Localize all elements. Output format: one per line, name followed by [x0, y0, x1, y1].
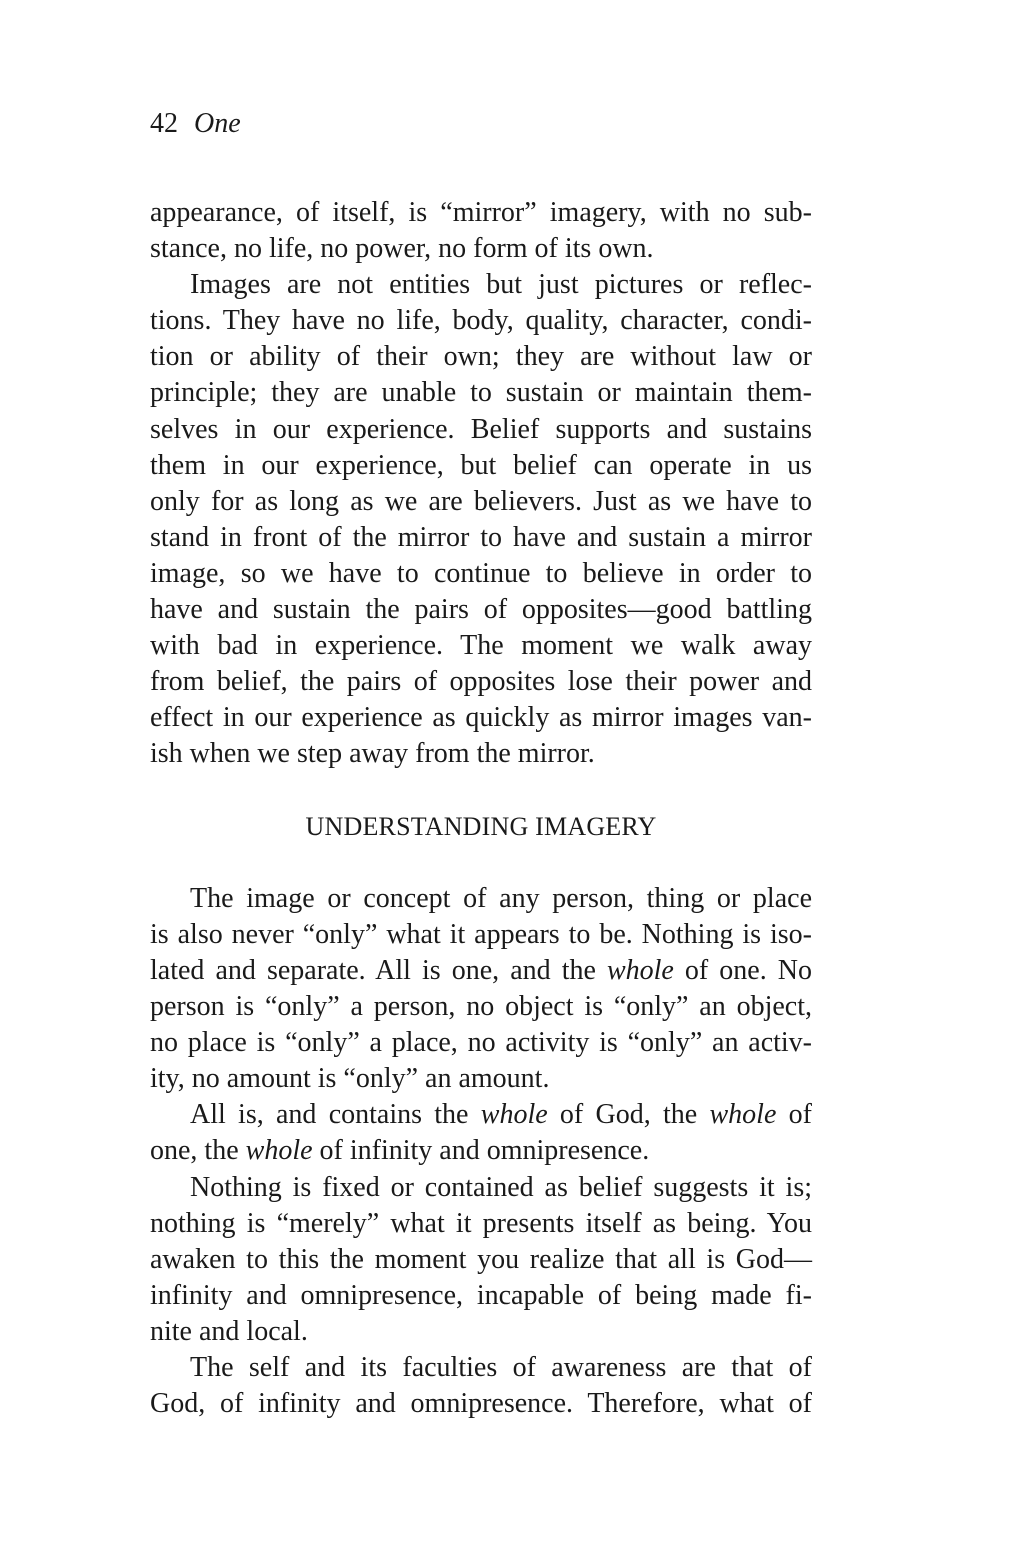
text-line: tion or ability of their own; they are without law or	[150, 341, 812, 373]
text-line: image, so we have to continue to believe in order to	[150, 557, 812, 589]
text-line: selves in our experience. Belief supports and sustains	[150, 413, 812, 445]
text-line: The self and its faculties of awareness are that of	[190, 1352, 812, 1383]
text-line: appearance, of itself, is “mirror” imagery, with no sub-	[150, 197, 812, 228]
italic-text: whole	[480, 1099, 548, 1131]
text-run: All is, and contains the	[190, 1099, 481, 1131]
text-line: from belief, the pairs of opposites lose their power and	[150, 666, 812, 698]
text-line: have and sustain the pairs of opposites—good battling	[150, 594, 812, 626]
text-line: Images are not entities but just pictures or reflec-	[190, 269, 812, 301]
text-line: no place is “only” a place, no activity is “only” an activ-	[150, 1027, 812, 1059]
italic-text: whole	[709, 1099, 777, 1131]
text-line: nite and local.	[150, 1315, 308, 1347]
text-run: of one. No	[673, 954, 812, 986]
text-line: ity, no amount is “only” an amount.	[150, 1063, 550, 1095]
text-line: only for as long as we are believers. Just as we have to	[150, 485, 812, 517]
text-line: them in our experience, but belief can operate in us	[150, 449, 812, 481]
text-line: infinity and omnipresence, incapable of being made fi-	[150, 1279, 812, 1311]
text-line	[150, 1133, 812, 1169]
spacer	[150, 773, 812, 809]
text-line: ish when we step away from the mirror.	[150, 738, 595, 770]
italic-text: whole	[606, 954, 674, 986]
text-line	[150, 953, 812, 989]
text-line: stance, no life, no power, no form of its own.	[150, 233, 654, 265]
text-run: of God, the	[547, 1099, 710, 1131]
text-run: lated and separate. All is one, and the	[150, 954, 607, 986]
text-run: of	[776, 1099, 812, 1131]
italic-text: whole	[245, 1135, 313, 1167]
text-line: is also never “only” what it appears to be. Nothing is iso-	[150, 918, 812, 950]
body-text	[150, 195, 812, 1422]
text-line: Nothing is fixed or contained as belief suggests it is;	[190, 1171, 812, 1203]
section-heading: UNDERSTANDING IMAGERY	[305, 811, 657, 841]
text-line: with bad in experience. The moment we walk away	[150, 630, 812, 662]
text-line: awaken to this the moment you realize that all is God—	[150, 1243, 812, 1275]
running-head	[150, 106, 241, 142]
text-line: person is “only” a person, no object is “only” an object,	[150, 991, 812, 1023]
text-run: one, the	[150, 1135, 246, 1167]
text-line: effect in our experience as quickly as mirror images van-	[150, 702, 812, 734]
text-run: of infinity and omnipresence.	[312, 1135, 650, 1167]
text-line: The image or concept of any person, thing or place	[190, 882, 812, 914]
text-line: God, of infinity and omnipresence. Therefore, what of	[150, 1388, 812, 1420]
chapter-title: One	[194, 108, 241, 139]
page-number: 42	[150, 108, 178, 139]
text-line: stand in front of the mirror to have and sustain a mirror	[150, 521, 812, 553]
spacer	[150, 845, 812, 881]
text-line: tions. They have no life, body, quality, character, condi-	[150, 305, 812, 337]
text-line: nothing is “merely” what it presents itself as being. You	[150, 1207, 812, 1239]
text-line: principle; they are unable to sustain or maintain them-	[150, 377, 812, 409]
text-line	[150, 1097, 812, 1133]
